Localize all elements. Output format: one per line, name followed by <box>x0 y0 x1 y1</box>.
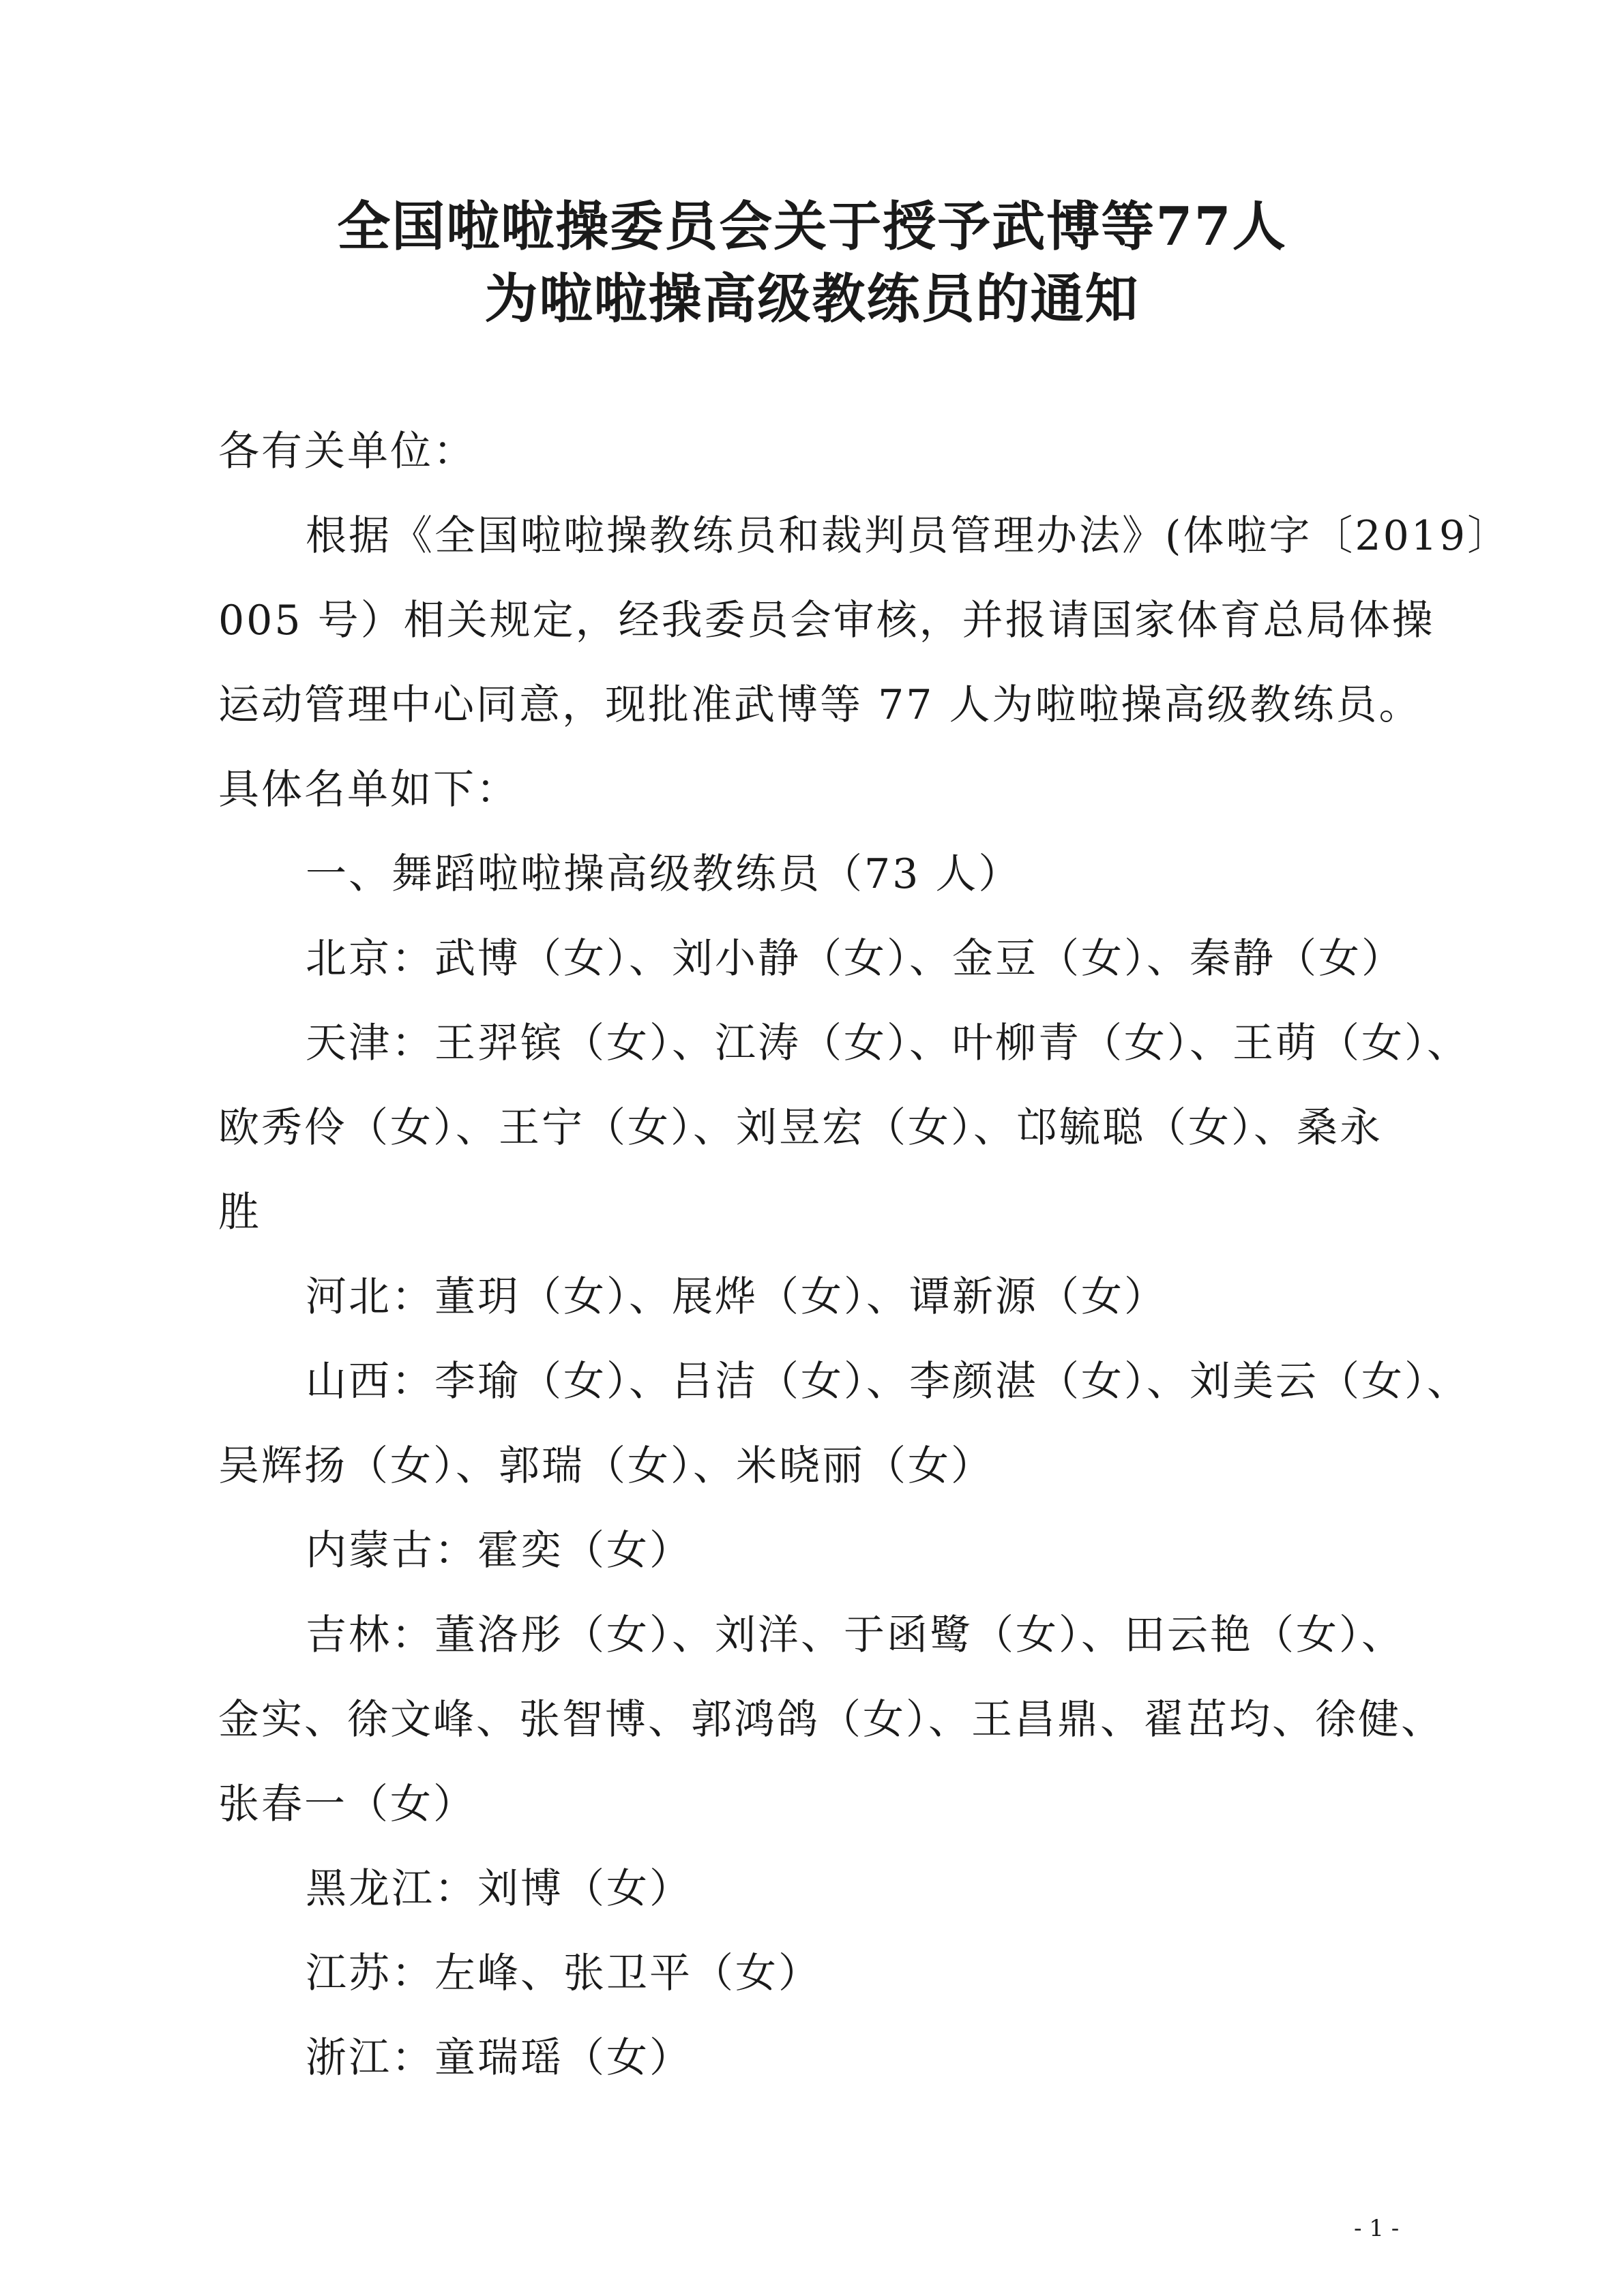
body-line: 吴辉扬（女）、郭瑞（女）、米晓丽（女） <box>218 1442 994 1490</box>
body-line: 河北：董玥（女）、展烨（女）、谭新源（女） <box>306 1273 1167 1321</box>
body-line: 欧秀伶（女）、王宁（女）、刘昱宏（女）、邙毓聪（女）、桑永 <box>218 1104 1383 1152</box>
body-line: 具体名单如下： <box>218 766 519 814</box>
body-line: 天津：王羿镔（女）、江涛（女）、叶柳青（女）、王萌（女）、 <box>306 1019 1470 1067</box>
document-title-line-2: 为啦啦操高级教练员的通知 <box>484 268 1140 330</box>
body-line: 张春一（女） <box>218 1780 476 1828</box>
body-line: 江苏：左峰、张卫平（女） <box>306 1950 821 1997</box>
body-line: 浙江：童瑞瑶（女） <box>306 2034 692 2082</box>
document-title-line-1: 全国啦啦操委员会关于授予武博等77人 <box>337 196 1287 258</box>
body-line: 根据《全国啦啦操教练员和裁判员管理办法》(体啦字〔2019〕 <box>306 512 1511 560</box>
body-line: 一、舞蹈啦啦操高级教练员（73 人） <box>306 850 1022 898</box>
body-line: 北京：武博（女）、刘小静（女）、金豆（女）、秦静（女） <box>306 935 1404 983</box>
body-line: 005 号）相关规定，经我委员会审核，并报请国家体育总局体操 <box>218 597 1435 644</box>
body-line: 各有关单位： <box>218 428 476 475</box>
body-line: 胜 <box>218 1189 261 1236</box>
body-line: 吉林：董洛彤（女）、刘洋、于函鹭（女）、田云艳（女）、 <box>306 1611 1404 1659</box>
body-line: 内蒙古：霍奕（女） <box>306 1527 692 1575</box>
body-line: 运动管理中心同意，现批准武博等 77 人为啦啦操高级教练员。 <box>218 681 1422 729</box>
body-line: 山西：李瑜（女）、吕洁（女）、李颜湛（女）、刘美云（女）、 <box>306 1358 1470 1405</box>
page-number: - 1 - <box>1354 2215 1400 2242</box>
body-line: 黑龙江：刘博（女） <box>306 1865 692 1913</box>
body-line: 金实、徐文峰、张智博、郭鸿鸽（女）、王昌鼎、翟茁均、徐健、 <box>218 1696 1444 1744</box>
